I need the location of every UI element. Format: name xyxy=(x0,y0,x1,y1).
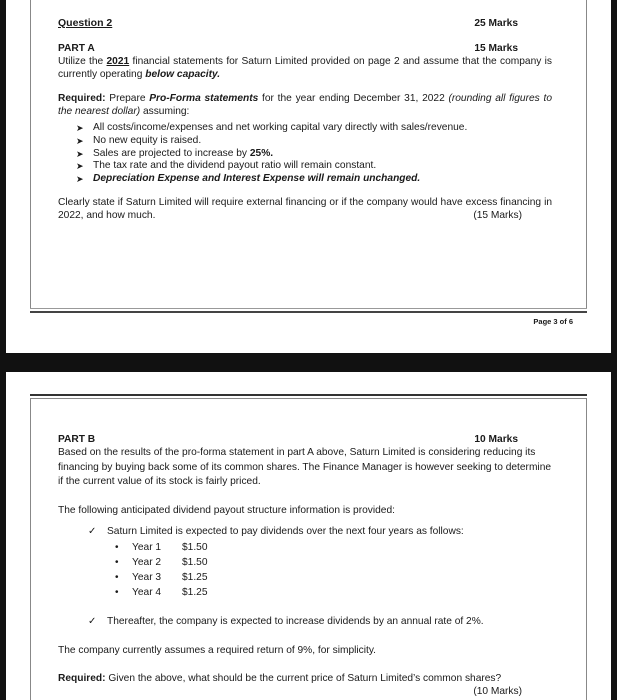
box-left-border xyxy=(30,0,31,308)
dividend-year: Year 2 xyxy=(132,556,162,568)
bullet-icon: • xyxy=(115,556,119,568)
bullet-icon: • xyxy=(115,586,119,598)
list-item xyxy=(76,160,552,173)
required-label: Required: xyxy=(58,672,106,684)
assumption-list xyxy=(76,122,552,186)
arrow-bullet-icon: ➤ xyxy=(76,161,84,172)
list-item-text: No new equity is raised. xyxy=(93,134,202,146)
part-b-marks: 10 Marks xyxy=(474,434,518,445)
list-item xyxy=(76,122,552,135)
checkmark-icon: ✓ xyxy=(88,615,97,627)
part-b-header xyxy=(58,433,552,446)
bullet-icon: • xyxy=(115,541,119,553)
dividend-amount: $1.50 xyxy=(182,556,208,568)
header-rule xyxy=(30,398,587,399)
part-a-intro-emphasis: below capacity. xyxy=(145,69,221,80)
box-left-border xyxy=(30,398,31,700)
question-marks: 25 Marks xyxy=(474,18,518,29)
dividend-checklist xyxy=(88,525,552,538)
arrow-bullet-icon: ➤ xyxy=(76,174,84,185)
part-a-intro xyxy=(58,55,552,81)
list-item xyxy=(76,135,552,148)
dividend-year: Year 3 xyxy=(132,571,162,583)
page-frame-right xyxy=(611,372,617,700)
part-b-required xyxy=(58,672,552,685)
part-b-required-marks: (10 Marks) xyxy=(473,685,522,697)
closing-marks: (15 Marks) xyxy=(473,209,522,221)
dividend-amount: $1.25 xyxy=(182,571,208,583)
dividend-amount: $1.50 xyxy=(182,541,208,553)
list-item-text: The tax rate and the dividend payout ratio will remain constant. xyxy=(93,160,377,172)
page-4 xyxy=(0,372,617,700)
page-number: Page 3 of 6 xyxy=(533,317,573,326)
list-item xyxy=(76,148,552,161)
list-item-text: All costs/income/expenses and net working capital vary directly with sales/revenue. xyxy=(93,122,468,133)
footer-rule xyxy=(30,308,587,309)
header-rule-thick xyxy=(30,394,587,396)
required-rounding: (rounding all figures to the nearest dollar) xyxy=(58,93,552,117)
arrow-bullet-icon: ➤ xyxy=(76,148,84,159)
part-a-label: PART A xyxy=(58,43,95,54)
page-frame-left xyxy=(0,0,6,353)
list-item xyxy=(88,525,552,538)
part-b-intro: Based on the results of the pro-forma statement in part A above, Saturn Limited is considering reducing its financing by buying back some of its common shares. The Finance Manager is however seeking to determine if the current value of its stock is fairly priced. xyxy=(58,447,552,487)
list-item xyxy=(115,570,552,585)
checkmark-icon: ✓ xyxy=(88,525,97,537)
list-item-text: Depreciation Expense and Interest Expense will remain unchanged. xyxy=(93,173,421,185)
growth-checklist xyxy=(88,615,552,628)
page-frame-left xyxy=(0,372,6,700)
box-right-border xyxy=(586,398,587,700)
question-header xyxy=(58,17,552,30)
list-item-text: Sales are projected to increase by xyxy=(93,147,250,159)
part-a-intro-year: 2021 xyxy=(106,56,130,67)
list-item xyxy=(88,615,552,628)
required-proforma: Pro-Forma statements xyxy=(149,93,259,104)
page-frame-right xyxy=(611,0,617,353)
bullet-icon: • xyxy=(115,571,119,583)
list-item xyxy=(115,585,552,600)
required-text-3: assuming: xyxy=(140,106,190,117)
list-item-text: Saturn Limited is expected to pay dividends over the next four years as follows: xyxy=(107,525,464,537)
required-label: Required: xyxy=(58,93,106,104)
part-a-header xyxy=(58,42,552,55)
dividend-schedule xyxy=(115,540,552,600)
list-item xyxy=(115,555,552,570)
part-a-closing xyxy=(58,196,552,222)
part-a-intro-text: Utilize the xyxy=(58,56,107,67)
list-item xyxy=(76,173,552,186)
list-item xyxy=(115,540,552,555)
list-item-text: Thereafter, the company is expected to increase dividends by an annual rate of 2%. xyxy=(107,615,484,627)
part-a-required xyxy=(58,92,552,118)
closing-text: Clearly state if Saturn Limited will require external financing or if the company would have excess financing in 2022, and how much. xyxy=(58,196,552,221)
required-return: The company currently assumes a required return of 9%, for simplicity. xyxy=(58,644,377,656)
required-text-2: for the year ending December 31, 2022 xyxy=(258,93,449,104)
question-title: Question 2 xyxy=(58,17,113,29)
dividend-year: Year 1 xyxy=(132,541,162,553)
part-b-block xyxy=(58,433,552,698)
footer-rule-thick xyxy=(30,311,587,313)
part-a-marks: 15 Marks xyxy=(474,43,518,54)
part-b-label: PART B xyxy=(58,434,96,445)
sales-increase-pct: 25%. xyxy=(249,147,274,159)
required-text: Given the above, what should be the current price of Saturn Limited’s common shares? xyxy=(105,672,502,684)
dividend-year: Year 4 xyxy=(132,586,162,598)
arrow-bullet-icon: ➤ xyxy=(76,135,84,146)
required-text: Prepare xyxy=(105,93,150,104)
question-2-block xyxy=(58,17,552,222)
part-a-intro-text-2: financial statements for Saturn Limited provided on page 2 and assume that the company is currently operating xyxy=(58,56,552,80)
box-right-border xyxy=(586,0,587,308)
dividend-intro: The following anticipated dividend payout structure information is provided: xyxy=(58,504,395,516)
dividend-amount: $1.25 xyxy=(182,586,208,598)
arrow-bullet-icon: ➤ xyxy=(76,123,84,133)
